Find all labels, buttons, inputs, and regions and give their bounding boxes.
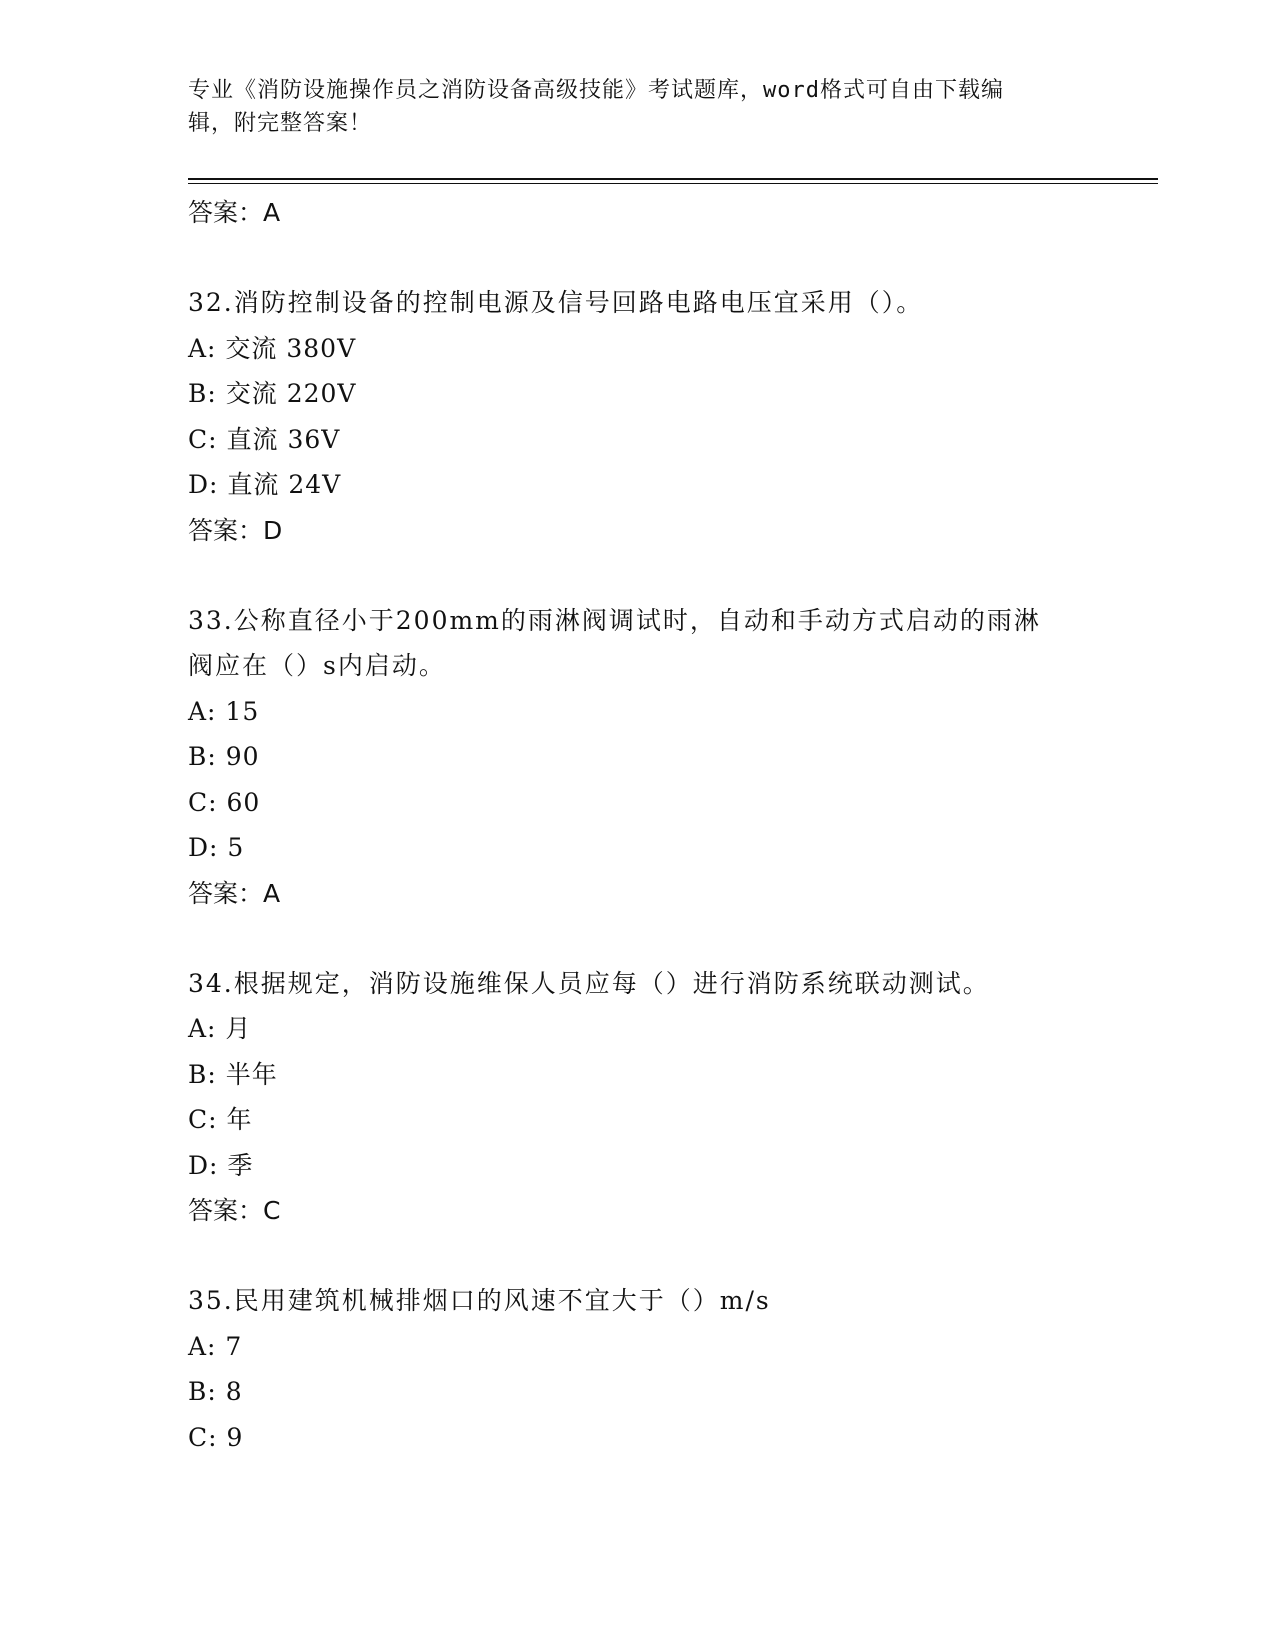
header-divider-thin: [188, 183, 1158, 184]
question-stem: 32.消防控制设备的控制电源及信号回路电路电压宜采用（）。: [188, 288, 924, 317]
option-c: C: 直流 36V: [188, 424, 341, 454]
document-header: [188, 74, 1088, 140]
option-a: A: 月: [188, 1014, 252, 1043]
question-stem-continued: 阀应在（）s内启动。: [188, 651, 446, 680]
option-c: C: 年: [188, 1105, 253, 1134]
option-d: D: 5: [188, 833, 245, 862]
option-b: B: 交流 220V: [188, 379, 357, 408]
option-d: D: 季: [188, 1150, 254, 1180]
answer-line: 答案：A: [188, 878, 281, 908]
option-a: A: 15: [188, 696, 260, 726]
option-a: A: 交流 380V: [188, 333, 357, 363]
answer-line: 答案：C: [188, 1196, 281, 1225]
question-stem: 34.根据规定，消防设施维保人员应每（）进行消防系统联动测试。: [188, 968, 990, 998]
question-list: [188, 190, 1088, 1460]
option-b: B: 半年: [188, 1059, 278, 1089]
question-block: [188, 1278, 1088, 1460]
question-stem: 35.民用建筑机械排烟口的风速不宜大于（）m/s: [188, 1286, 771, 1315]
question-stem: 33.公称直径小于200mm的雨淋阀调试时，自动和手动方式启动的雨淋: [188, 605, 1041, 635]
question-block: [188, 961, 1088, 1235]
header-line: 辑，附完整答案！: [188, 111, 373, 136]
option-d: D: 直流 24V: [188, 470, 342, 499]
answer-line: 答案：D: [188, 515, 283, 545]
question-block: [188, 598, 1088, 917]
header-line: 专业《消防设施操作员之消防设备高级技能》考试题库，word格式可自由下载编: [188, 78, 1004, 103]
header-divider: [188, 178, 1158, 180]
option-b: B: 90: [188, 742, 260, 771]
answer-line: 答案：A: [188, 198, 281, 227]
option-b: B: 8: [188, 1377, 243, 1406]
option-c: C: 60: [188, 787, 261, 817]
option-a: A: 7: [188, 1331, 243, 1361]
option-c: C: 9: [188, 1422, 244, 1452]
question-block: [188, 280, 1088, 554]
